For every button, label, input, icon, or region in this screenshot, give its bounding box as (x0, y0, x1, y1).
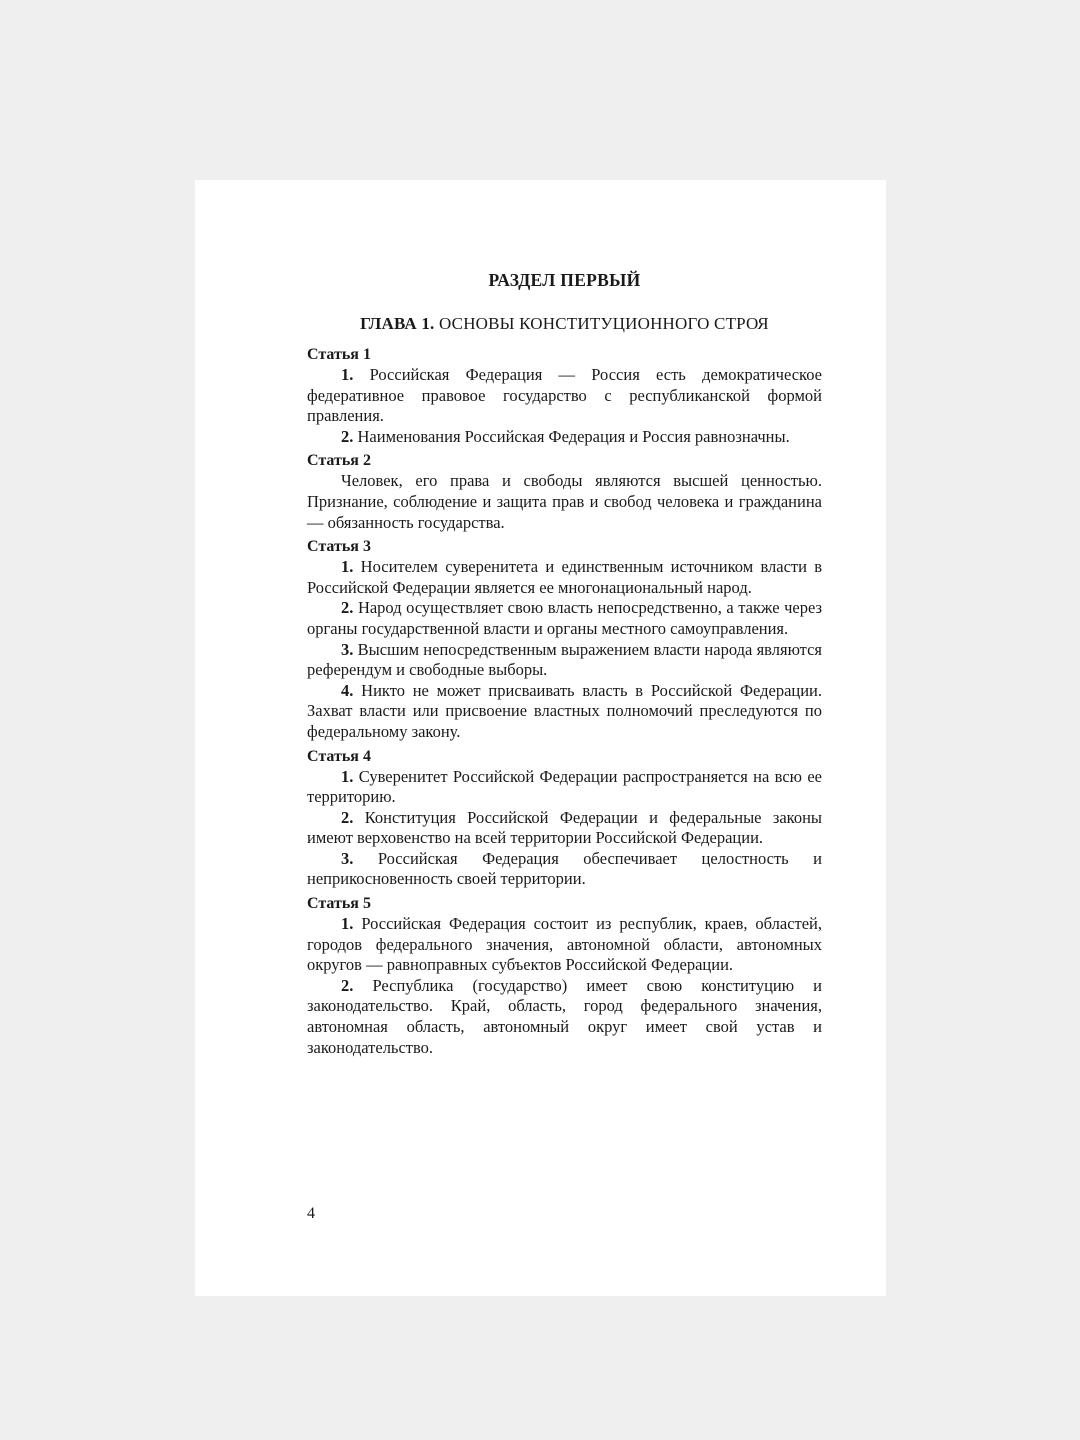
article-5 (307, 894, 822, 1058)
paragraph-text: Республика (государство) имеет свою конституцию и законодательство. Край, область, город федерального значения, автономная область, автономный округ имеет свой устав и законодательство. (307, 975, 822, 1057)
paragraph-number: 3. (341, 639, 354, 659)
article-heading: Статья 2 (307, 452, 371, 470)
article-paragraph (307, 427, 822, 448)
article-heading: Статья 1 (307, 346, 371, 363)
paragraph-number: 2. (341, 598, 354, 618)
article-4 (307, 747, 822, 891)
article-1 (307, 345, 822, 447)
paragraph-text: Наименования Российская Федерация и Россия равнозначны. (357, 426, 790, 446)
page-number: 4 (307, 1205, 315, 1222)
paragraph-text: Высшим непосредственным выражением власти народа являются референдум и свободные выборы. (307, 639, 822, 680)
paragraph-number: 1. (341, 766, 354, 786)
paragraph-text: Человек, его права и свободы являются высшей ценностью. Признание, соблюдение и защита прав и свобод человека и гражданина — обязанность государства. (307, 471, 822, 532)
paragraph-number: 1. (341, 557, 354, 577)
article-paragraph (307, 808, 822, 849)
paragraph-number: 4. (341, 680, 354, 700)
paragraph-number: 2. (341, 975, 354, 995)
paragraph-text: Носителем суверенитета и единственным источником власти в Российской Федерации является ее многонациональный народ. (307, 557, 823, 597)
article-paragraph (307, 849, 822, 890)
chapter-label: ГЛАВА 1. (360, 314, 435, 333)
article-heading: Статья 5 (307, 895, 371, 913)
paragraph-text: Российская Федерация состоит из республик, краев, областей, городов федерального значения, автономной области, автономных округов — равноправных субъектов Российской Федерации. (307, 914, 823, 975)
paragraph-number: 2. (341, 807, 354, 827)
paragraph-text: Российская Федерация обеспечивает целостность и неприкосновенность своей территории. (307, 848, 823, 889)
article-paragraph (307, 365, 822, 427)
page-content (307, 268, 822, 1062)
article-heading: Статья 4 (307, 747, 371, 765)
article-paragraph (307, 598, 822, 639)
article-paragraph (307, 471, 822, 533)
paragraph-number: 1. (341, 365, 354, 384)
paragraph-text: Никто не может присваивать власть в Российской Федерации. Захват власти или присвоение властных полномочий преследуются по федеральному закону. (307, 680, 823, 741)
paragraph-text: Суверенитет Российской Федерации распространяется на всю ее территорию. (307, 766, 822, 807)
paragraph-text: Российская Федерация — Россия есть демократическое федеративное правовое государство с республиканской формой правления. (307, 365, 822, 426)
article-heading: Статья 3 (307, 538, 371, 556)
book-page (195, 180, 886, 1296)
article-2 (307, 451, 822, 533)
article-paragraph (307, 914, 822, 976)
paragraph-number: 3. (341, 848, 354, 868)
section-title: РАЗДЕЛ ПЕРВЫЙ (488, 270, 641, 290)
paragraph-number: 2. (341, 426, 354, 446)
article-paragraph (307, 640, 822, 681)
paragraph-text: Конституция Российской Федерации и федеральные законы имеют верховенство на всей территории Российской Федерации. (307, 807, 823, 848)
article-paragraph (307, 681, 822, 743)
article-paragraph (307, 767, 822, 808)
paragraph-number: 1. (341, 914, 354, 934)
chapter-name: ОСНОВЫ КОНСТИТУЦИОННОГО СТРОЯ (438, 314, 769, 333)
article-3 (307, 537, 822, 742)
chapter-title (307, 312, 822, 336)
paragraph-text: Народ осуществляет свою власть непосредственно, а также через органы государственной власти и органы местного самоуправления. (307, 598, 822, 638)
article-paragraph (307, 557, 822, 598)
article-paragraph (307, 976, 822, 1058)
